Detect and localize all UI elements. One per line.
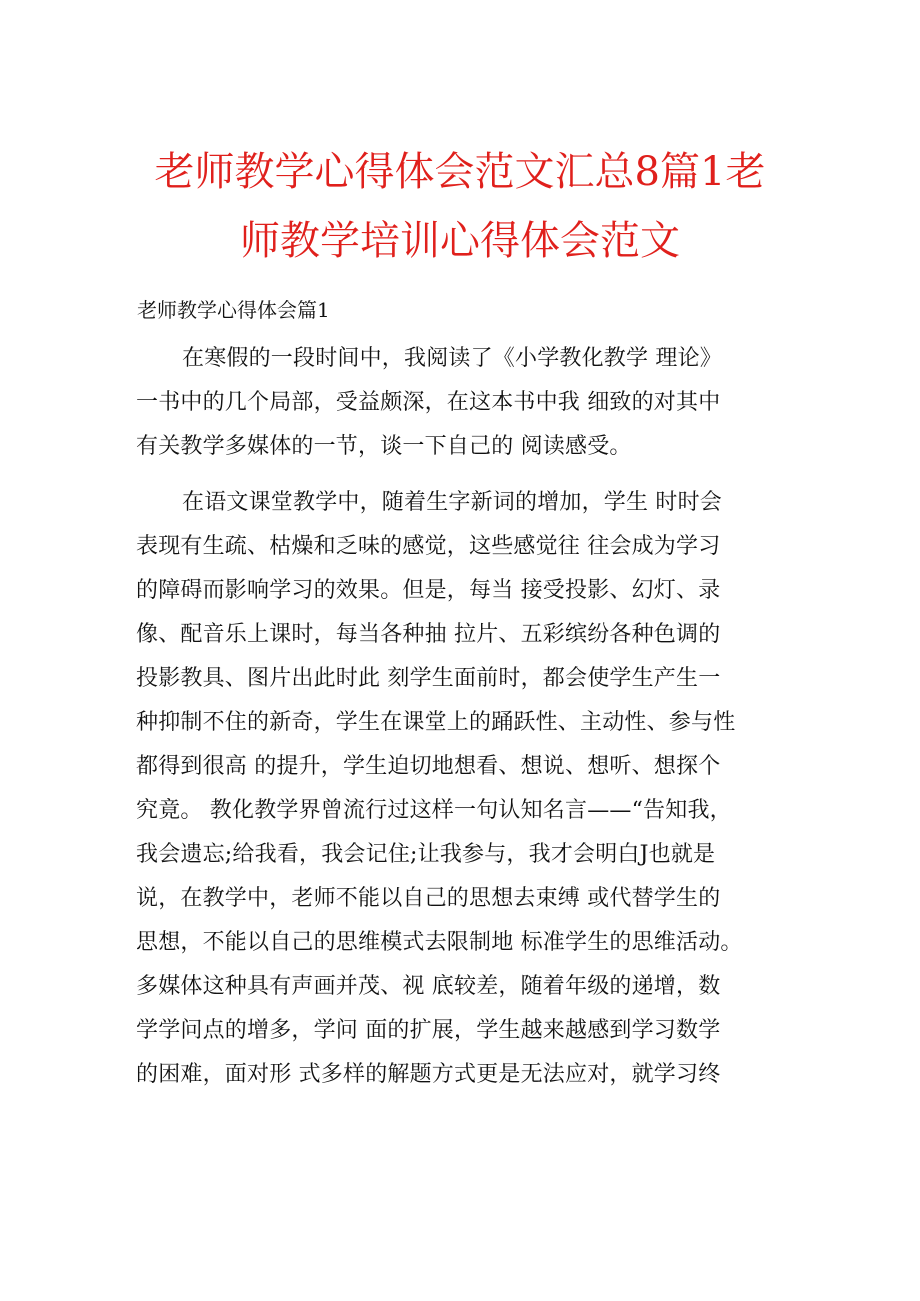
paragraph-line: 有关教学多媒体的一节，谈一下自己的 阅读感受。 (136, 434, 632, 459)
paragraph-line: 一书中的几个局部，受益颇深，在这本书中我 细致的对其中 (136, 390, 721, 415)
document-title-line-2: 师教学培训心得体会范文 (240, 218, 680, 264)
paragraph-line: 多媒体这种具有声画并茂、视 底较差，随着年级的递增，数 (136, 974, 721, 999)
paragraph-line: 的困难，面对形 式多样的解题方式更是无法应对，就学习终 (136, 1062, 721, 1087)
paragraph-line: 都得到很高 的提升，学生迫切地想看、想说、想听、想探个 (136, 754, 721, 779)
paragraph-line: 究竟。 教化教学界曾流行过这样一句认知名言——“告知我， (136, 798, 732, 823)
paragraph-line: 学学问点的增多，学问 面的扩展，学生越来越感到学习数学 (136, 1018, 721, 1043)
paragraph-line: 思想，不能以自己的思维模式去限制地 标准学生的思维活动。 (136, 930, 743, 955)
section-heading: 老师教学心得体会篇1 (137, 298, 330, 322)
paragraph-line: 表现有生疏、枯燥和乏味的感觉，这些感觉往 往会成为学习 (136, 534, 721, 559)
document-title-line-1: 老师教学心得体会范文汇总8篇1老 (154, 149, 766, 195)
paragraph-line: 投影教具、图片出此时此 刻学生面前时，都会使学生产生一 (136, 666, 721, 691)
paragraph-2 (136, 481, 836, 1097)
paragraph-line: 像、配音乐上课时，每当各种抽 拉片、五彩缤纷各种色调的 (136, 622, 721, 647)
paragraph-line: 在寒假的一段时间中，我阅读了《小学教化教学 理论》 (182, 346, 722, 371)
paragraph-line: 我会遗忘;给我看，我会记住;让我参与，我才会明白J也就是 (136, 842, 716, 867)
paragraph-line: 在语文课堂教学中，随着生字新词的增加，学生 时时会 (182, 490, 722, 515)
paragraph-line: 的障碍而影响学习的效果。但是，每当 接受投影、幻灯、录 (136, 578, 721, 603)
paragraph-line: 种抑制不住的新奇，学生在课堂上的踊跃性、主动性、参与性 (136, 710, 736, 735)
paragraph-line: 说，在教学中，老师不能以自己的思想去束缚 或代替学生的 (136, 886, 721, 911)
paragraph-1 (136, 337, 836, 469)
